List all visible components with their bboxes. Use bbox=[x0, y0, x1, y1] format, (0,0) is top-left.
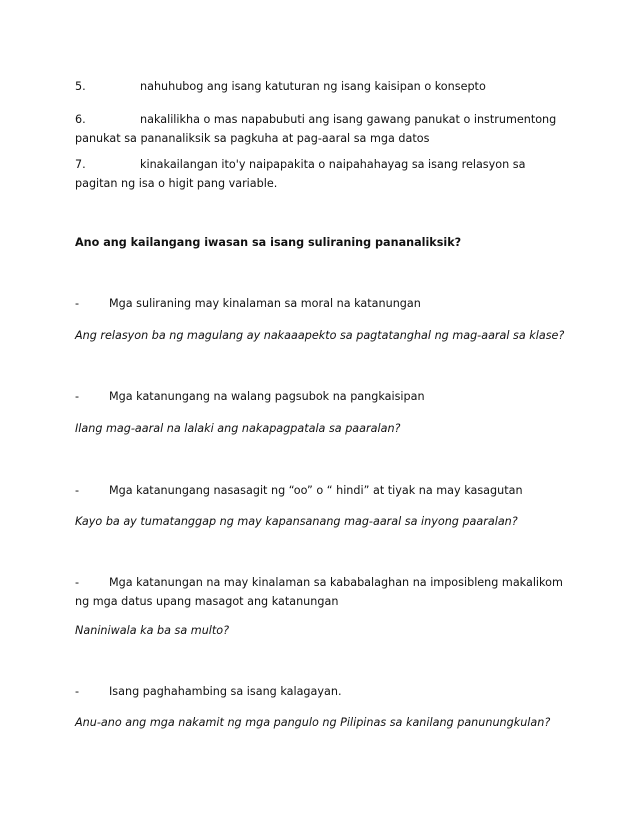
section-heading: Ano ang kailangang iwasan sa isang suliraning pananaliksik? bbox=[75, 236, 462, 249]
avoid-example-1: Ang relasyon ba ng magulang ay nakaaapekto sa pagtatanghal ng mag-aaral sa klase? bbox=[75, 329, 565, 342]
avoid-item-text: Mga katanungan na may kinalaman sa kababalaghan na imposibleng makalikom ng mga datus upang masagot ang katanungan bbox=[75, 576, 563, 608]
numbered-item-7 bbox=[75, 155, 565, 193]
numbered-item-5 bbox=[75, 77, 565, 96]
avoid-item-3 bbox=[75, 481, 565, 500]
avoid-item-4 bbox=[75, 573, 565, 611]
avoid-item-text: Mga katanungang nasasagit ng “oo” o “ hindi” at tiyak na may kasagutan bbox=[109, 484, 523, 497]
item-text: nahuhubog ang isang katuturan ng isang kaisipan o konsepto bbox=[140, 80, 486, 93]
avoid-item-text: Isang paghahambing sa isang kalagayan. bbox=[109, 685, 342, 698]
avoid-item-2 bbox=[75, 387, 565, 406]
dash-marker: - bbox=[75, 390, 80, 403]
avoid-item-text: Mga suliraning may kinalaman sa moral na katanungan bbox=[109, 297, 421, 310]
avoid-item-text: Mga katanungang na walang pagsubok na pangkaisipan bbox=[109, 390, 425, 403]
avoid-example-2: Ilang mag-aaral na lalaki ang nakapagpatala sa paaralan? bbox=[75, 422, 401, 435]
avoid-item-1 bbox=[75, 294, 565, 313]
dash-marker: - bbox=[75, 484, 80, 497]
numbered-item-6 bbox=[75, 110, 565, 148]
avoid-example-5: Anu-ano ang mga nakamit ng mga pangulo ng Pilipinas sa kanilang panunungkulan? bbox=[75, 716, 551, 729]
dash-marker: - bbox=[75, 297, 80, 310]
item-text: kinakailangan ito'y naipapakita o naipahahayag sa isang relasyon sa pagitan ng isa o higit pang variable. bbox=[75, 158, 526, 190]
avoid-item-5 bbox=[75, 682, 565, 701]
dash-marker: - bbox=[75, 685, 80, 698]
item-number: 6. bbox=[75, 113, 86, 126]
avoid-example-4: Naniniwala ka ba sa multo? bbox=[75, 624, 230, 637]
item-text: nakalilikha o mas napabubuti ang isang gawang panukat o instrumentong panukat sa pananaliksik sa pagkuha at pag-aaral sa mga datos bbox=[75, 113, 557, 145]
dash-marker: - bbox=[75, 576, 80, 589]
item-number: 5. bbox=[75, 80, 86, 93]
avoid-example-3: Kayo ba ay tumatanggap ng may kapansanang mag-aaral sa inyong paaralan? bbox=[75, 515, 518, 528]
item-number: 7. bbox=[75, 158, 86, 171]
